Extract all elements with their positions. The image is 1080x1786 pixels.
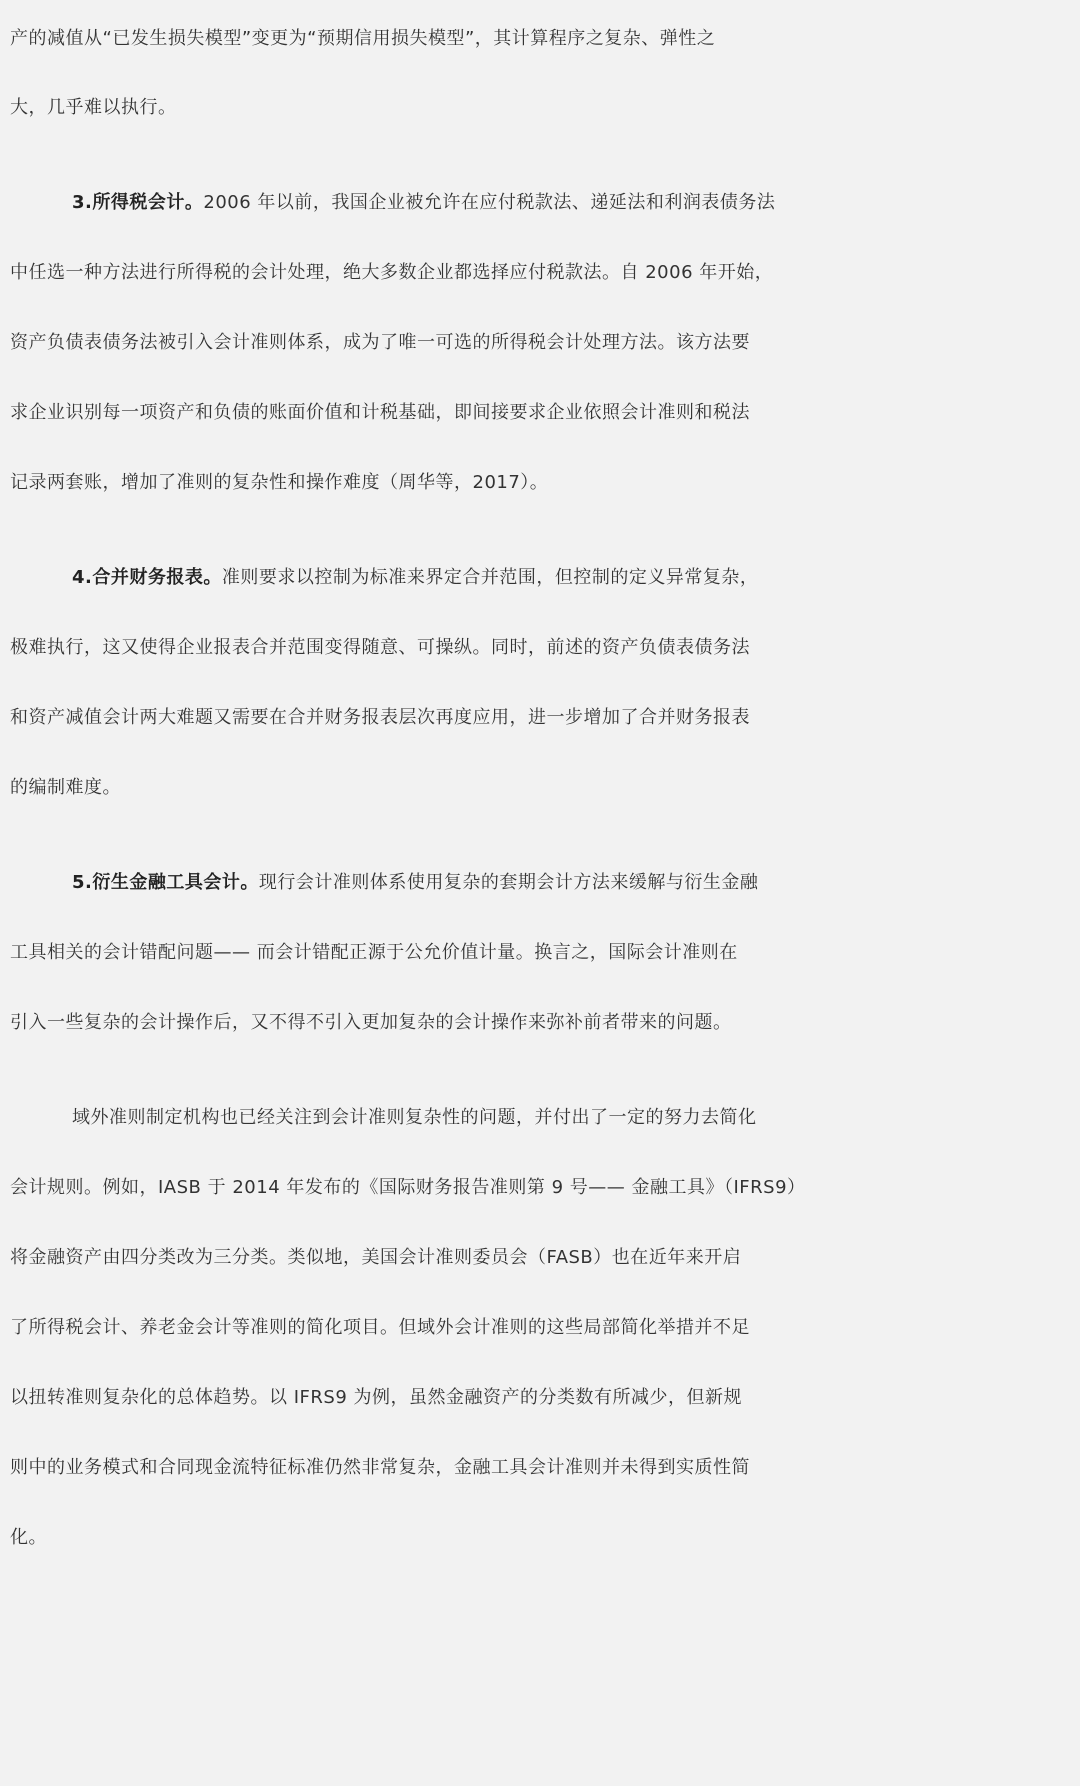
- line-text: 将金融资产由四分类改为三分类。类似地，美国会计准则委员会（FASB）也在近年来开启: [10, 1247, 742, 1268]
- line-text: 中任选一种方法进行所得税的会计处理，绝大多数企业都选择应付税款法。自 2006 年开始，: [10, 262, 774, 283]
- text-line: [10, 936, 1074, 970]
- line-text: 极难执行，这又使得企业报表合并范围变得随意、可操纵。同时，前述的资产负债表债务法: [10, 637, 750, 658]
- text-line: [72, 186, 1080, 220]
- text-line: [10, 771, 1074, 805]
- text-line: [10, 1241, 1074, 1275]
- line-text: 求企业识别每一项资产和负债的账面价值和计税基础，即间接要求企业依照会计准则和税法: [10, 402, 750, 423]
- text-line: [10, 466, 1074, 500]
- section-heading-3: 3.所得税会计。: [72, 192, 204, 213]
- line-text: 以扭转准则复杂化的总体趋势。以 IFRS9 为例，虽然金融资产的分类数有所减少，但新规: [10, 1387, 742, 1408]
- text-line: [72, 1101, 1080, 1135]
- line-text: 准则要求以控制为标准来界定合并范围，但控制的定义异常复杂，: [221, 567, 759, 588]
- line-text: 会计规则。例如，IASB 于 2014 年发布的《国际财务报告准则第 9 号—— 金融工具》（IFRS9）: [10, 1177, 806, 1198]
- line-text: 现行会计准则体系使用复杂的套期会计方法来缓解与衍生金融: [258, 872, 759, 893]
- line-text: 则中的业务模式和合同现金流特征标准仍然非常复杂，金融工具会计准则并未得到实质性简: [10, 1457, 750, 1478]
- text-line: [10, 1521, 1074, 1555]
- text-line: [10, 701, 1074, 735]
- line-text: 工具相关的会计错配问题—— 而会计错配正源于公允价值计量。换言之，国际会计准则在: [10, 942, 738, 963]
- section-heading-4: 4.合并财务报表。: [72, 567, 222, 588]
- text-line: [10, 1451, 1074, 1485]
- text-line: [10, 1311, 1074, 1345]
- text-line: [10, 1381, 1074, 1415]
- line-text: 了所得税会计、养老金会计等准则的简化项目。但域外会计准则的这些局部简化举措并不足: [10, 1317, 750, 1338]
- line-text: 的编制难度。: [10, 777, 121, 798]
- text-line: [10, 1006, 1074, 1040]
- text-line: [10, 1171, 1074, 1205]
- section-heading-5: 5.衍生金融工具会计。: [72, 872, 259, 893]
- text-line: [10, 91, 1074, 125]
- text-line: [72, 866, 1080, 900]
- line-text: 化。: [10, 1527, 47, 1548]
- text-line: [10, 256, 1074, 290]
- line-text: 2006 年以前，我国企业被允许在应付税款法、递延法和利润表债务法: [203, 192, 776, 213]
- text-line: [72, 561, 1080, 595]
- text-line: [10, 631, 1074, 665]
- line-text: 资产负债表债务法被引入会计准则体系，成为了唯一可选的所得税会计处理方法。该方法要: [10, 332, 750, 353]
- line-text: 记录两套账，增加了准则的复杂性和操作难度（周华等，2017）。: [10, 472, 549, 493]
- line-text: 产的减值从“已发生损失模型”变更为“预期信用损失模型”，其计算程序之复杂、弹性之: [10, 28, 716, 49]
- line-text: 大，几乎难以执行。: [10, 97, 177, 118]
- text-line: [10, 396, 1074, 430]
- text-line: [10, 326, 1074, 360]
- line-text: 引入一些复杂的会计操作后，又不得不引入更加复杂的会计操作来弥补前者带来的问题。: [10, 1012, 732, 1033]
- line-text: 域外准则制定机构也已经关注到会计准则复杂性的问题，并付出了一定的努力去简化: [72, 1107, 757, 1128]
- line-text: 和资产减值会计两大难题又需要在合并财务报表层次再度应用，进一步增加了合并财务报表: [10, 707, 750, 728]
- text-line: [10, 22, 1074, 56]
